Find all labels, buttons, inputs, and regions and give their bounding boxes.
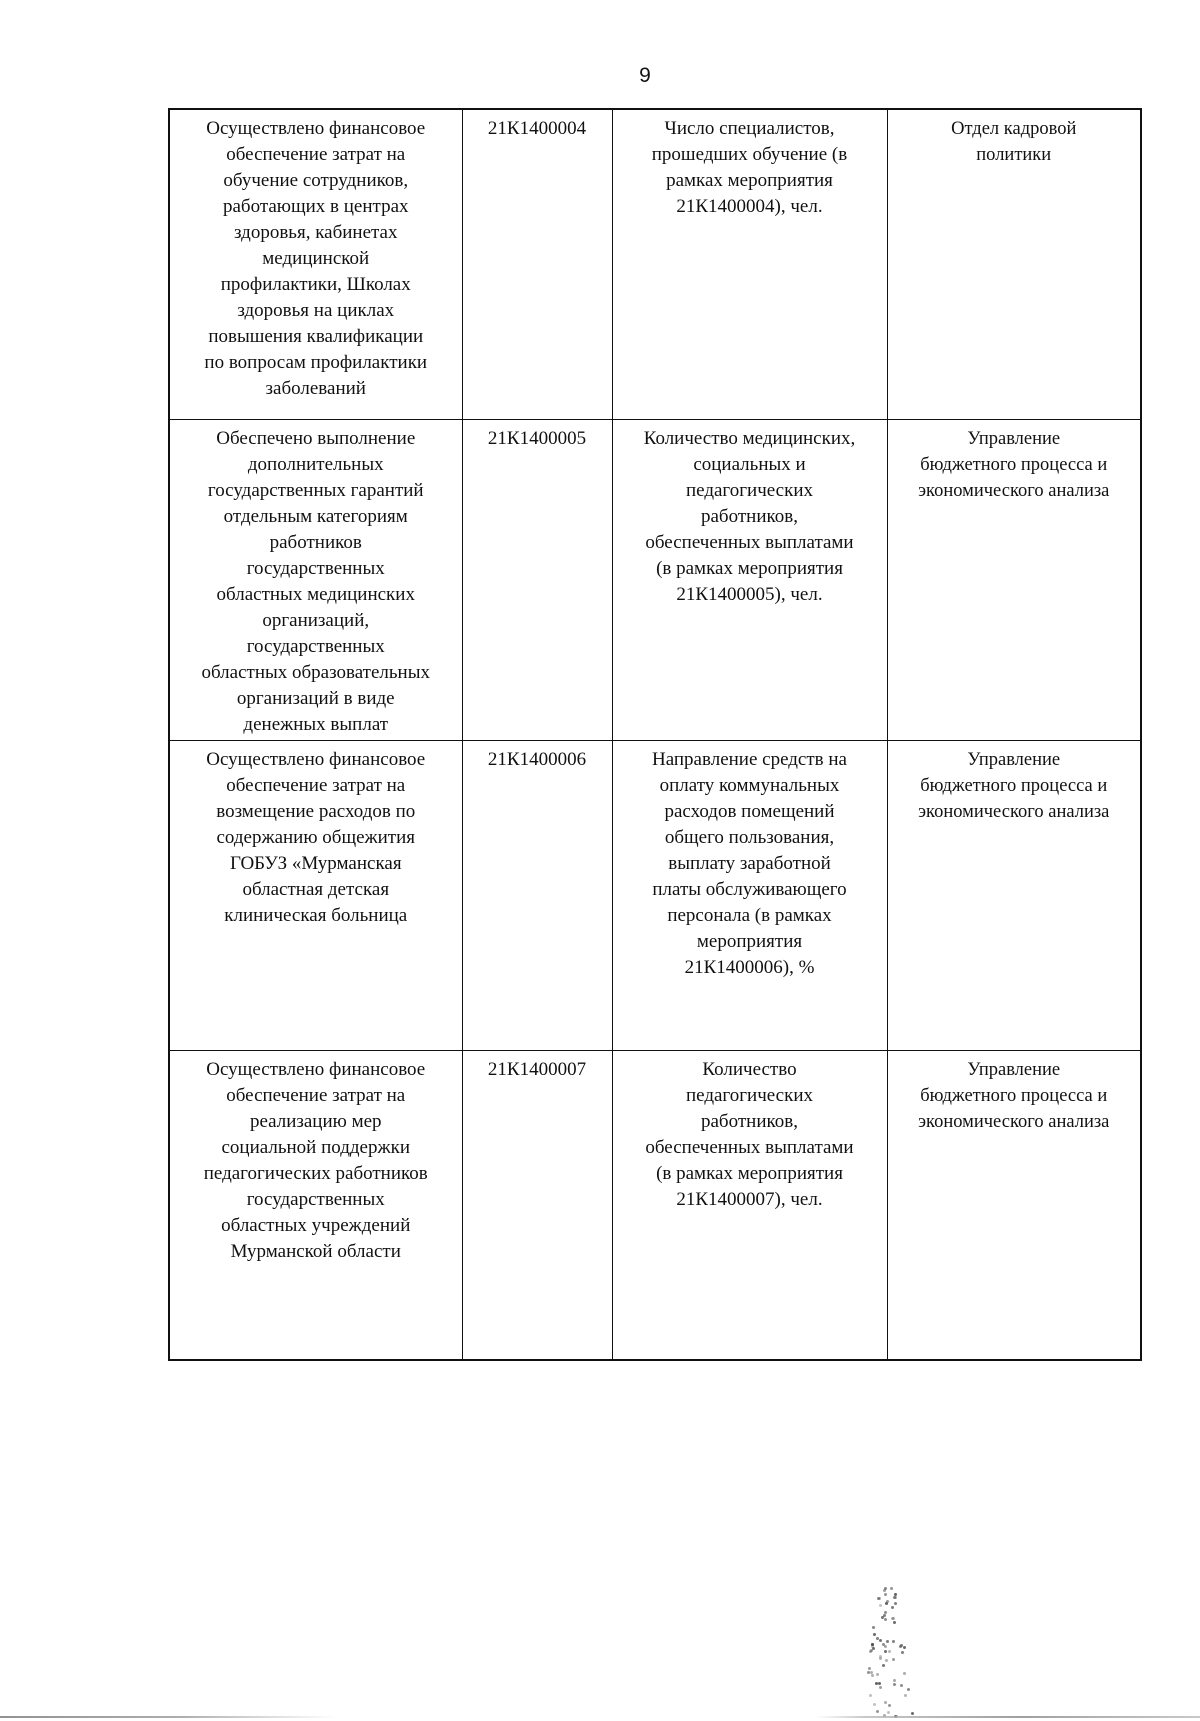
- code-cell: [462, 741, 612, 1051]
- code-cell: [462, 1051, 612, 1361]
- result-cell: [169, 420, 462, 741]
- scan-speckle: [884, 1701, 887, 1704]
- indicator-text: Количество педагогических работников, обеспеченных выплатами (в рамках мероприятия 21К1400007), чел.: [645, 1059, 854, 1210]
- scan-speckle: [884, 1650, 887, 1653]
- indicator-cell: [612, 420, 887, 741]
- scan-speckle: [888, 1704, 891, 1707]
- scan-speckle: [873, 1703, 876, 1706]
- scan-speckle: [879, 1604, 882, 1607]
- responsible-cell: [887, 1051, 1141, 1361]
- scan-artifact-mark: [860, 1586, 912, 1721]
- scan-speckle: [907, 1688, 910, 1691]
- result-cell: [169, 109, 462, 420]
- code-cell: [462, 420, 612, 741]
- responsible-cell: [887, 741, 1141, 1051]
- page-bottom-edge: [0, 1716, 1200, 1718]
- scan-speckle: [901, 1651, 904, 1654]
- code-text: 21К1400005: [487, 428, 587, 449]
- scan-speckle: [911, 1712, 914, 1715]
- scan-speckle: [883, 1614, 886, 1617]
- scan-speckle: [894, 1596, 897, 1599]
- scan-speckle: [876, 1637, 879, 1640]
- scan-speckle: [894, 1593, 897, 1596]
- scan-speckle: [893, 1679, 896, 1682]
- scan-speckle: [876, 1710, 879, 1713]
- scan-speckle: [904, 1694, 907, 1697]
- indicator-text: Направление средств на оплату коммунальных расходов помещений общего пользования, выплату заработной платы обслуживающего персонала (в рамках мероприятия 21К1400006), %: [651, 749, 847, 978]
- scan-speckle: [882, 1643, 885, 1646]
- scan-speckle: [879, 1655, 882, 1658]
- scan-speckle: [894, 1602, 897, 1605]
- responsible-text: Управление бюджетного процесса и экономического анализа: [918, 750, 1110, 822]
- scan-speckle: [868, 1667, 871, 1670]
- scan-speckle: [903, 1672, 906, 1675]
- events-table: [168, 108, 1142, 1361]
- result-text: Осуществлено финансовое обеспечение затрат на реализацию мер социальной поддержки педагогических работников государственных областных учреждений Мурманской области: [203, 1059, 428, 1262]
- scan-speckle: [890, 1587, 893, 1590]
- scan-speckle: [887, 1711, 890, 1714]
- scan-speckle: [888, 1650, 891, 1653]
- table-row: [169, 420, 1141, 741]
- responsible-text: Отдел кадровой политики: [951, 119, 1077, 165]
- table-row: [169, 109, 1141, 420]
- scan-speckle: [878, 1682, 881, 1685]
- scan-speckle: [892, 1640, 895, 1643]
- scan-speckle: [885, 1659, 888, 1662]
- scan-speckle: [900, 1684, 903, 1687]
- code-text: 21К1400004: [487, 118, 587, 139]
- page-number: 9: [639, 64, 651, 87]
- scan-speckle: [893, 1621, 896, 1624]
- scan-speckle: [873, 1633, 876, 1636]
- indicator-cell: [612, 1051, 887, 1361]
- table-row: [169, 1051, 1141, 1361]
- scan-speckle: [900, 1644, 903, 1647]
- indicator-cell: [612, 109, 887, 420]
- responsible-cell: [887, 109, 1141, 420]
- code-text: 21К1400006: [487, 749, 587, 770]
- scan-speckle: [881, 1616, 884, 1619]
- scan-speckle: [872, 1626, 875, 1629]
- scan-speckle: [876, 1673, 879, 1676]
- table-row: [169, 741, 1141, 1051]
- result-cell: [169, 1051, 462, 1361]
- indicator-text: Количество медицинских, социальных и педагогических работников, обеспеченных выплатами (в рамках мероприятия 21К1400005), чел.: [643, 428, 856, 605]
- scan-speckle: [903, 1646, 906, 1649]
- result-text: Осуществлено финансовое обеспечение затрат на возмещение расходов по содержанию общежития ГОБУЗ «Мурманская областная детская клиническая больница: [206, 749, 426, 926]
- scan-speckle: [878, 1597, 881, 1600]
- scan-speckle: [886, 1600, 889, 1603]
- scan-speckle: [871, 1674, 874, 1677]
- scan-speckle: [893, 1683, 896, 1686]
- scan-speckle: [884, 1593, 887, 1596]
- responsible-text: Управление бюджетного процесса и экономического анализа: [918, 429, 1110, 501]
- responsible-cell: [887, 420, 1141, 741]
- scan-speckle: [884, 1618, 887, 1621]
- code-cell: [462, 109, 612, 420]
- scan-speckle: [892, 1658, 895, 1661]
- scan-speckle: [884, 1587, 887, 1590]
- scan-speckle: [882, 1664, 885, 1667]
- scan-speckle: [892, 1617, 895, 1620]
- scan-speckle: [891, 1606, 894, 1609]
- scan-speckle: [886, 1640, 889, 1643]
- scan-speckle: [872, 1647, 875, 1650]
- responsible-text: Управление бюджетного процесса и экономического анализа: [918, 1060, 1110, 1132]
- scan-speckle: [869, 1694, 872, 1697]
- indicator-cell: [612, 741, 887, 1051]
- result-text: Осуществлено финансовое обеспечение затрат на обучение сотрудников, работающих в центрах здоровья, кабинетах медицинской профилактики, Школах здоровья на циклах повышения квалификации по вопросам профилактики заболеваний: [204, 118, 428, 399]
- result-text: Обеспечено выполнение дополнительных государственных гарантий отдельным категориям работников государственных областных медицинских организаций, государственных областных образовательных организаций в виде денежных выплат: [201, 428, 430, 735]
- scan-speckle: [879, 1639, 882, 1642]
- scan-speckle: [879, 1686, 882, 1689]
- code-text: 21К1400007: [487, 1059, 587, 1080]
- result-cell: [169, 741, 462, 1051]
- indicator-text: Число специалистов, прошедших обучение (в рамках мероприятия 21К1400004), чел.: [651, 118, 848, 217]
